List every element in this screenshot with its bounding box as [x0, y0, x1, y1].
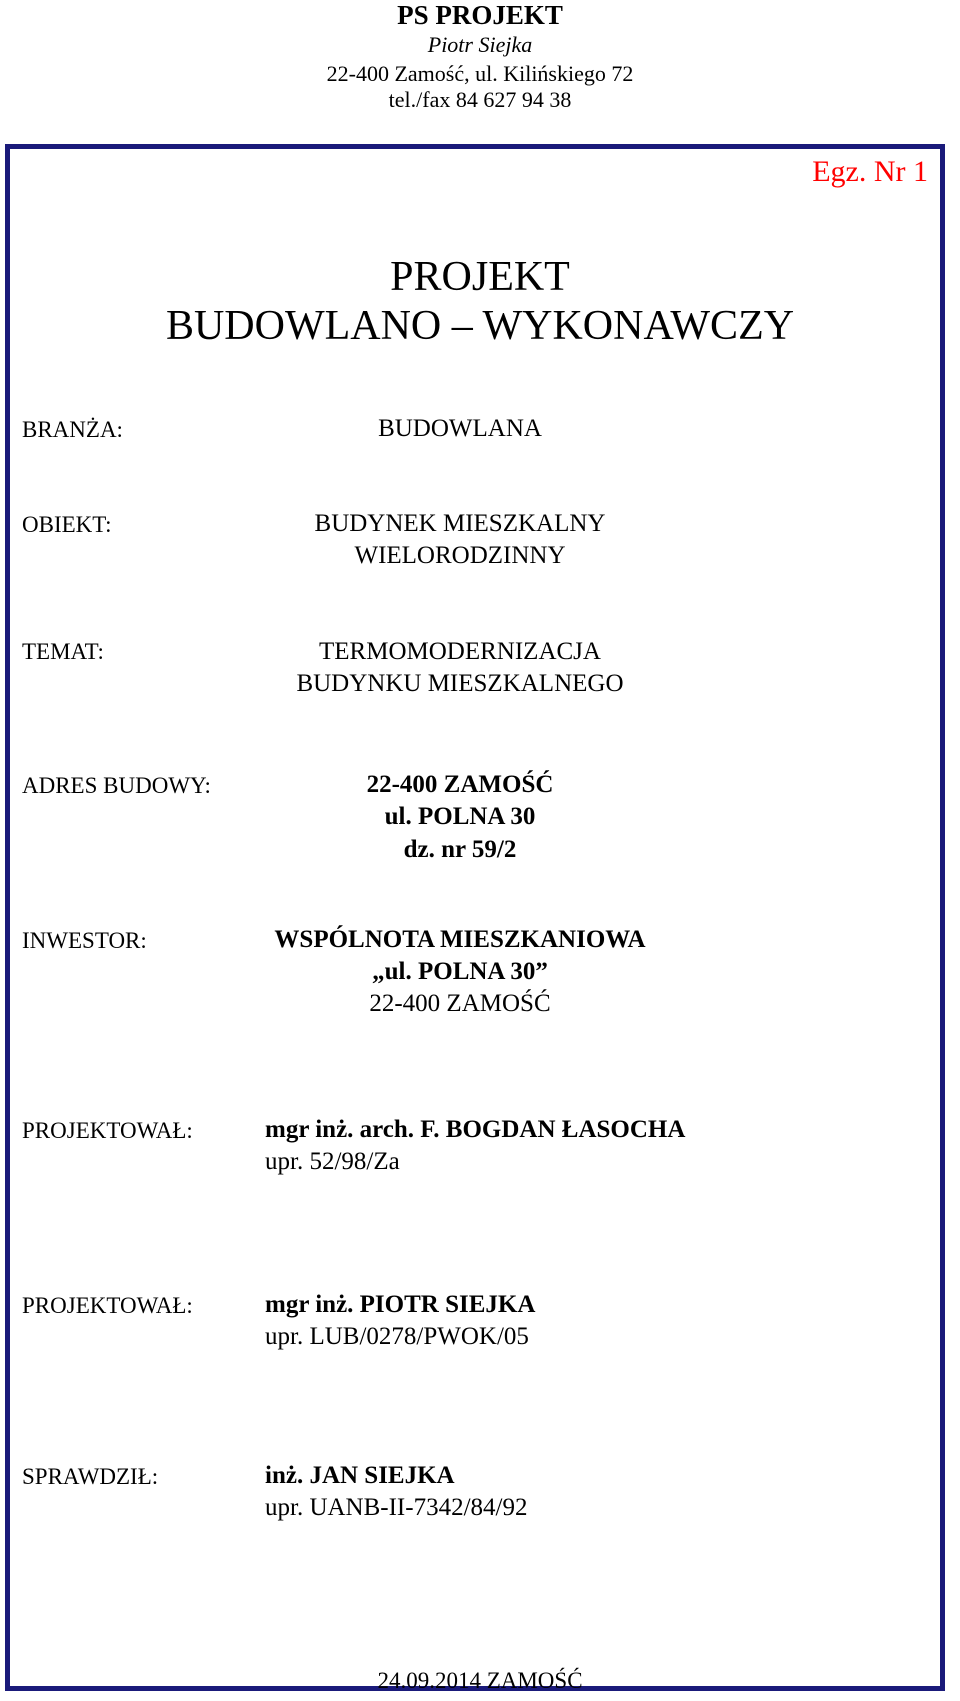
- sprawdzil-label: SPRAWDZIŁ:: [22, 1464, 159, 1489]
- company-name: PS PROJEKT: [397, 0, 563, 30]
- temat-value-line2: BUDYNKU MIESZKALNEGO: [296, 670, 624, 697]
- company-phone: tel./fax 84 627 94 38: [388, 87, 572, 112]
- obiekt-value-line1: BUDYNEK MIESZKALNY: [314, 510, 606, 537]
- projektowal-label-2: PROJEKTOWAŁ:: [22, 1293, 193, 1318]
- projektowal-name-2: mgr inż. PIOTR SIEJKA: [265, 1291, 536, 1318]
- inwestor-value-line3: 22-400 ZAMOŚĆ: [369, 990, 551, 1017]
- document-title-line2: BUDOWLANO – WYKONAWCZY: [165, 303, 795, 349]
- inwestor-value-line2: „ul. POLNA 30”: [372, 958, 548, 985]
- adres-value-line2: ul. POLNA 30: [384, 803, 536, 830]
- copy-number: Egz. Nr 1: [812, 155, 928, 188]
- projektowal-license-2: upr. LUB/0278/PWOK/05: [265, 1323, 529, 1350]
- inwestor-label: INWESTOR:: [22, 928, 147, 953]
- sprawdzil-name: inż. JAN SIEJKA: [265, 1462, 455, 1489]
- owner-name: Piotr Siejka: [427, 32, 533, 57]
- projektowal-label-1: PROJEKTOWAŁ:: [22, 1118, 193, 1143]
- sprawdzil-license: upr. UANB-II-7342/84/92: [265, 1494, 528, 1521]
- branza-label: BRANŻA:: [22, 417, 123, 442]
- inwestor-value-line1: WSPÓLNOTA MIESZKANIOWA: [274, 926, 646, 953]
- adres-value-line3: dz. nr 59/2: [403, 836, 517, 863]
- adres-label: ADRES BUDOWY:: [22, 773, 211, 798]
- document-title-line1: PROJEKT: [390, 254, 570, 300]
- obiekt-value-line2: WIELORODZINNY: [354, 542, 566, 569]
- temat-value-line1: TERMOMODERNIZACJA: [319, 638, 601, 665]
- obiekt-label: OBIEKT:: [22, 512, 112, 537]
- branza-value: BUDOWLANA: [378, 415, 542, 442]
- company-address: 22-400 Zamość, ul. Kilińskiego 72: [326, 61, 634, 86]
- projektowal-license-1: upr. 52/98/Za: [265, 1148, 400, 1175]
- temat-label: TEMAT:: [22, 639, 104, 664]
- title-page-frame: [5, 144, 945, 1691]
- adres-value-line1: 22-400 ZAMOŚĆ: [366, 771, 554, 798]
- date-and-place: 24.09.2014 ZAMOŚĆ: [377, 1668, 583, 1693]
- projektowal-name-1: mgr inż. arch. F. BOGDAN ŁASOCHA: [265, 1116, 686, 1143]
